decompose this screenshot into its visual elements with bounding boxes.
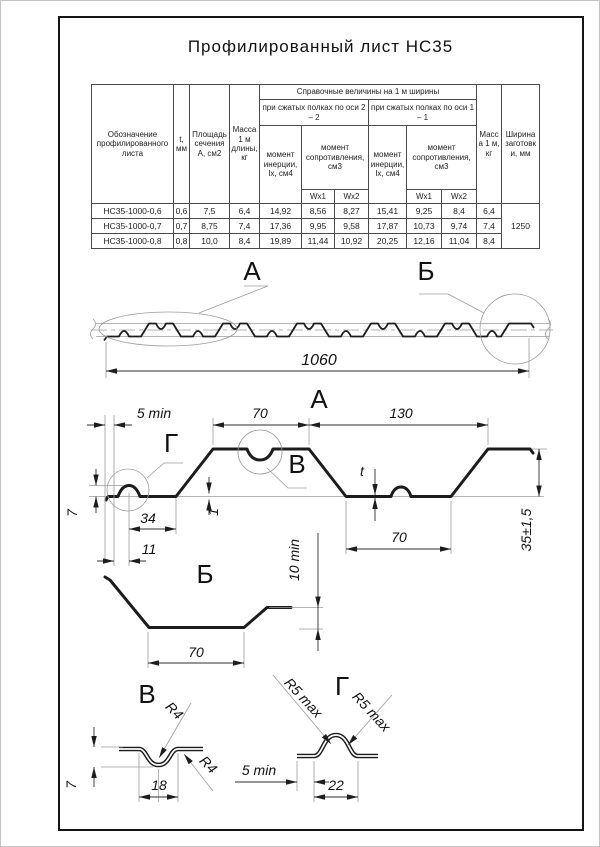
cell-designation: НС35-1000-0,6 — [92, 204, 174, 219]
page-title: Профилированный лист НС35 — [187, 37, 454, 56]
dim-22: 22 — [328, 777, 344, 793]
dim-130: 130 — [389, 405, 413, 421]
detail-b-title: Б — [196, 559, 214, 589]
dim-r5-right: R5 max — [349, 688, 394, 735]
col-header-reference: Справочные величины на 1 м ширины — [260, 85, 477, 100]
col-header-inertia-22: момент инерции, Iх, см4 — [260, 126, 302, 204]
detail-g-sheet-path — [297, 735, 378, 756]
sheet-profile-path — [104, 324, 534, 341]
table-row: НС35-1000-0,8 0,8 10,0 8,4 19,89 11,44 10,92 20,25 12,16 11,04 8,4 — [92, 234, 540, 249]
col-header-resistance-22: момент сопротивления, см3 — [302, 126, 369, 190]
col-header-mass-length: Масса 1 м длины, кг — [230, 85, 260, 204]
detail-a-ellipse — [99, 312, 237, 346]
table-row: НС35-1000-0,6 0,6 7,5 6,4 14,92 8,56 8,27 15,41 9,25 8,4 6,4 1250 — [92, 204, 540, 219]
dim-r5-left: R5 max — [281, 674, 326, 721]
dim-34: 34 — [140, 510, 156, 526]
cell-designation: НС35-1000-0,8 — [92, 234, 174, 249]
overview-callout-b: Б — [417, 256, 435, 286]
dim-v-7: 7 — [63, 781, 79, 789]
profile-drawing — [58, 249, 584, 829]
dim-10min: 10 min — [286, 538, 302, 582]
leader-g — [147, 463, 183, 478]
col-header-blank-width: Ширина заготовки, мм — [502, 85, 540, 204]
dim-total-width: 1060 — [301, 352, 337, 369]
dim-thickness: t — [360, 463, 364, 479]
col-header-axis11: при сжатых полках по оси 1 – 1 — [369, 100, 477, 126]
col-header-wx2-11: Wх2 — [442, 190, 477, 204]
dim-b-70: 70 — [188, 644, 204, 660]
cell-designation: НС35-1000-0,7 — [92, 219, 174, 234]
detail-a-title: А — [310, 384, 328, 414]
col-header-designation: Обозначение профилированного листа — [92, 85, 174, 204]
col-header-axis22: при сжатых полках по оси 2 – 2 — [260, 100, 369, 126]
spec-table — [91, 84, 540, 249]
dim-r4-left: R4 — [162, 698, 187, 723]
col-header-mass: Масса 1 м, кг — [477, 85, 502, 204]
cell-blank-width: 1250 — [502, 204, 540, 249]
leader-a — [199, 286, 268, 313]
dim-1: 1 — [205, 508, 221, 516]
dim-7: 7 — [64, 509, 80, 517]
detail-b-circle — [480, 294, 550, 364]
dim-bottom-70: 70 — [391, 529, 407, 545]
leader-b — [419, 294, 484, 313]
callout-v: В — [288, 449, 306, 479]
dim-18: 18 — [151, 777, 167, 793]
detail-a-drawing — [64, 384, 547, 566]
detail-b-drawing — [105, 533, 323, 668]
col-header-resistance-11: момент сопротивления, см3 — [407, 126, 477, 190]
col-header-wx1-22: Wх1 — [302, 190, 335, 204]
overview-callout-a: А — [243, 256, 261, 286]
dim-5min: 5 min — [136, 405, 172, 421]
col-header-inertia-11: момент инерции, Iх, см4 — [369, 126, 407, 204]
dim-height-35: 35±1,5 — [518, 508, 534, 552]
dim-top-70: 70 — [252, 405, 268, 421]
col-header-wx2-22: Wх2 — [335, 190, 369, 204]
detail-g-circle — [107, 469, 149, 511]
detail-v-drawing — [63, 679, 221, 802]
break-mark-left — [91, 319, 96, 339]
dim-r4-right: R4 — [196, 752, 221, 777]
dim-11: 11 — [141, 541, 157, 557]
detail-v-title: В — [138, 679, 156, 709]
col-header-wx1-11: Wх1 — [407, 190, 442, 204]
col-header-area: Площадь сечения А, см2 — [190, 85, 230, 204]
detail-g-title: Г — [334, 671, 350, 701]
col-header-thickness: t, мм — [174, 85, 190, 204]
detail-g-drawing — [235, 671, 395, 802]
detail-v-circle — [238, 430, 282, 474]
overview-drawing — [91, 256, 554, 378]
table-row: НС35-1000-0,7 0,7 8,75 7,4 17,36 9,95 9,58 17,87 10,73 9,74 7,4 — [92, 219, 540, 234]
dim-g-5min: 5 min — [241, 762, 277, 778]
callout-g: Г — [163, 428, 179, 458]
